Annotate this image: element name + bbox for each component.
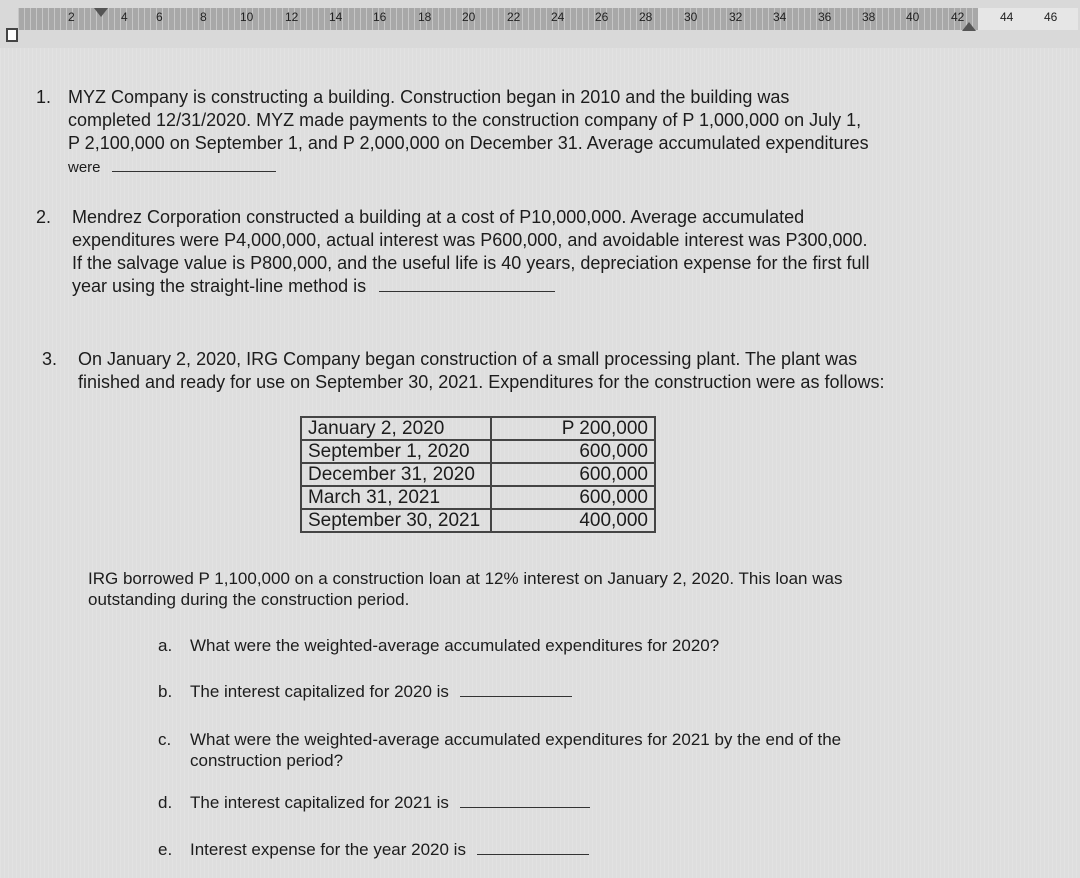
question-number: 1. bbox=[36, 87, 52, 107]
ruler-number: 14 bbox=[329, 10, 343, 24]
ruler-number: 46 bbox=[1044, 10, 1058, 24]
ruler-number: 38 bbox=[862, 10, 876, 24]
sub-question-text: What were the weighted-average accumulated expenditures for 2020? bbox=[190, 636, 720, 655]
ruler-number: 6 bbox=[156, 10, 163, 24]
ruler-number: 28 bbox=[639, 10, 653, 24]
ruler-number: 10 bbox=[240, 10, 254, 24]
question-3 bbox=[42, 348, 1042, 398]
table-cell-date: March 31, 2021 bbox=[301, 486, 491, 509]
table-cell-date: September 30, 2021 bbox=[301, 509, 491, 532]
ruler-number: 42 bbox=[951, 10, 965, 24]
answer-blank[interactable] bbox=[379, 277, 555, 292]
question-text-line: finished and ready for use on September 30, 2021. Expenditures for the construction were as follows: bbox=[78, 372, 885, 392]
loan-paragraph bbox=[88, 568, 1048, 614]
question-text-line: On January 2, 2020, IRG Company began construction of a small processing plant. The plant was bbox=[78, 349, 858, 369]
table-row bbox=[301, 417, 655, 440]
table-cell-amount: P 200,000 bbox=[491, 417, 655, 440]
ruler-number: 24 bbox=[551, 10, 565, 24]
question-text-line: Mendrez Corporation constructed a building at a cost of P10,000,000. Average accumulated bbox=[72, 207, 805, 227]
question-text-line: expenditures were P4,000,000, actual interest was P600,000, and avoidable interest was P300,000. bbox=[72, 230, 868, 250]
table-cell-amount: 600,000 bbox=[491, 486, 655, 509]
ruler-number: 40 bbox=[906, 10, 920, 24]
question-2 bbox=[36, 206, 1036, 302]
answer-blank[interactable] bbox=[112, 157, 276, 172]
ruler-number: 16 bbox=[373, 10, 387, 24]
sub-question-text: construction period? bbox=[190, 751, 344, 770]
table-cell-amount: 600,000 bbox=[491, 463, 655, 486]
paragraph-line: outstanding during the construction period. bbox=[88, 590, 410, 609]
ruler-number: 12 bbox=[285, 10, 299, 24]
answer-blank[interactable] bbox=[477, 840, 589, 855]
table-cell-date: September 1, 2020 bbox=[301, 440, 491, 463]
sub-question-e bbox=[158, 839, 1038, 863]
sub-question-letter: a. bbox=[158, 636, 173, 655]
question-text-line: year using the straight-line method is bbox=[72, 276, 367, 296]
paragraph-line: IRG borrowed P 1,100,000 on a construction loan at 12% interest on January 2, 2020. This loan was bbox=[88, 569, 843, 588]
table-row bbox=[301, 440, 655, 463]
first-line-indent-marker[interactable] bbox=[94, 8, 108, 17]
table-row bbox=[301, 486, 655, 509]
question-number: 3. bbox=[42, 349, 58, 369]
sub-question-text: What were the weighted-average accumulated expenditures for 2021 by the end of the bbox=[190, 730, 842, 749]
table-cell-date: January 2, 2020 bbox=[301, 417, 491, 440]
sub-question-c bbox=[158, 729, 1038, 773]
ruler-number: 22 bbox=[507, 10, 521, 24]
ruler-number: 32 bbox=[729, 10, 743, 24]
sub-question-letter: d. bbox=[158, 793, 173, 812]
ruler-number: 44 bbox=[1000, 10, 1014, 24]
sub-question-a bbox=[158, 635, 1038, 659]
table-row bbox=[301, 509, 655, 532]
question-text-line: MYZ Company is constructing a building. Construction began in 2010 and the building was bbox=[68, 87, 790, 107]
sub-question-letter: c. bbox=[158, 730, 172, 749]
question-text-line: were bbox=[68, 159, 101, 176]
table-cell-amount: 600,000 bbox=[491, 440, 655, 463]
question-text-line: completed 12/31/2020. MYZ made payments to the construction company of P 1,000,000 on July 1, bbox=[68, 110, 862, 130]
tab-stop-icon[interactable] bbox=[6, 28, 18, 42]
ruler-number: 34 bbox=[773, 10, 787, 24]
ruler-number: 36 bbox=[818, 10, 832, 24]
question-text-line: If the salvage value is P800,000, and the useful life is 40 years, depreciation expense for the first full bbox=[72, 253, 870, 273]
ruler-number: 8 bbox=[200, 10, 207, 24]
question-number: 2. bbox=[36, 207, 52, 227]
table-row bbox=[301, 463, 655, 486]
document-page[interactable] bbox=[0, 48, 1080, 878]
sub-question-letter: b. bbox=[158, 682, 173, 701]
expenditures-table bbox=[300, 416, 656, 533]
table-cell-amount: 400,000 bbox=[491, 509, 655, 532]
answer-blank[interactable] bbox=[460, 793, 590, 808]
ruler-number: 20 bbox=[462, 10, 476, 24]
ruler-number: 18 bbox=[418, 10, 432, 24]
question-1 bbox=[36, 86, 1036, 182]
ruler-number: 2 bbox=[68, 10, 75, 24]
sub-question-text: The interest capitalized for 2020 is bbox=[190, 682, 449, 701]
question-text-line: P 2,100,000 on September 1, and P 2,000,000 on December 31. Average accumulated expenditures bbox=[68, 133, 869, 153]
ruler bbox=[0, 0, 1080, 48]
sub-question-d bbox=[158, 792, 1038, 816]
ruler-number: 4 bbox=[121, 10, 128, 24]
answer-blank[interactable] bbox=[460, 682, 572, 697]
sub-question-b bbox=[158, 681, 1038, 705]
ruler-number: 30 bbox=[684, 10, 698, 24]
sub-question-letter: e. bbox=[158, 840, 173, 859]
sub-question-text: Interest expense for the year 2020 is bbox=[190, 840, 466, 859]
table-cell-date: December 31, 2020 bbox=[301, 463, 491, 486]
sub-question-text: The interest capitalized for 2021 is bbox=[190, 793, 449, 812]
ruler-track-margin bbox=[978, 8, 1078, 30]
ruler-number: 26 bbox=[595, 10, 609, 24]
